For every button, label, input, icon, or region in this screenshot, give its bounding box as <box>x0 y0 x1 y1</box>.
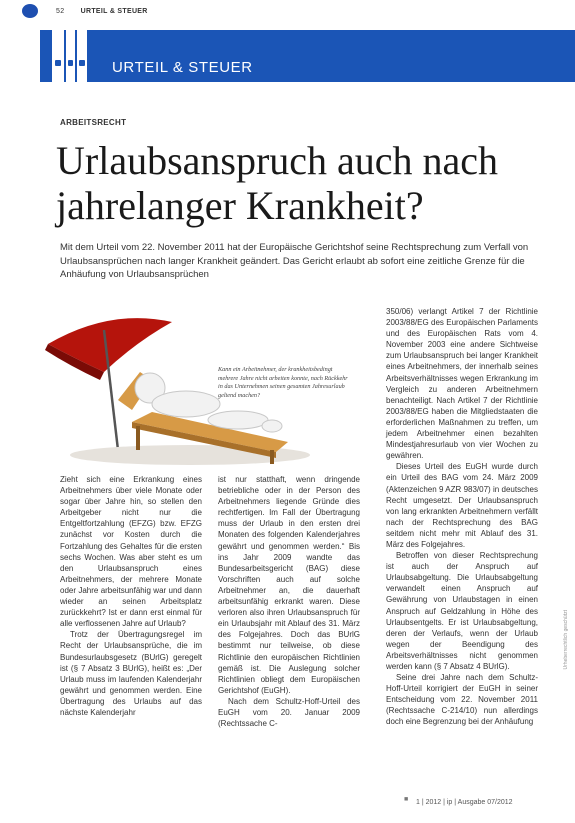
text-column-middle <box>218 474 360 729</box>
paragraph: Seine drei Jahre nach dem Schultz-Hoff-Urteil korrigiert der EuGH in seiner Entscheidung vom 22. November 2011 (Rechtssache C-214/10) nun allerdings doch eine Begrenzung bei der Anhäufung <box>386 673 538 727</box>
article-lead: Mit dem Urteil vom 22. November 2011 hat der Europäische Gerichtshof seine Rechtsprechung zum Verfall von Urlaubsansprüchen nach langer Krankheit geändert. Das Gericht erlaubt ab sofort eine zeitliche Grenze für die Anhäufung von Urlaubsansprüchen <box>60 242 529 280</box>
binders-icon <box>52 30 104 82</box>
page-footer: 1 | 2012 | ip | Ausgabe 07/2012 <box>416 799 513 806</box>
paragraph: Zieht sich eine Erkrankung eines Arbeitnehmers über viele Monate oder sogar über Jahre hin, so stellen den Arbeitgeber nicht nur die Entgeltfortzahlung (EFZG) bzw. EFZG zunächst vor Kosten durch die Fortzahlung des Gehaltes für die ersten sechs Wochen. Was aber steht es um den Urlaubsanspruch eines Arbeitnehmers, der mehrere Monate oder Jahre arbeitsunfähig war und dann wieder an seinen Arbeitsplatz zurückkehrt? Ist er dann erst einmal für alle verflossenen Jahre auf Urlaub? <box>60 475 202 629</box>
paragraph: ist nur statthaft, wenn dringende betriebliche oder in der Person des Arbeitnehmers liegende Gründe dies rechtfertigen. Im Fall der Übertragung muss der Urlaub in den ersten drei Monaten des folgenden Kalenderjahres gewährt und genommen werden.“ Bis ins Jahr 2009 wandte das Bundesarbeitsgericht (BAG) diese Vorschriften auch auf solche Arbeitnehmer an, die dauerhaft arbeitsunfähig erkrankt waren. Diese verloren also ihren Urlaubsanspruch für ein Urlaubsjahr mit Ablauf des 31. März des Folgejahres. Doch das BUrlG bestimmt nur teilweise, ob diese Richtlinie den europäischen Richtlinien gemäß ist. Die Auslegung solcher Richtlinien obliegt dem Europäischen Gerichtshof (EuGH). <box>218 475 360 695</box>
page-marker-dot <box>22 4 38 18</box>
banner-title: URTEIL & STEUER <box>112 59 253 76</box>
paragraph: 350/06) verlangt Artikel 7 der Richtlinie 2003/88/EG des Europäischen Parlaments und des Europäischen Rats vom 4. November 2003 eine andere Sichtweise zum Urlaubsanspruch bei langer Krankheit eines Arbeitnehmers, der innerhalb seines Arbeitsverhältnisses wegen Erkrankung im Vergleich zu anderen Arbeitnehmern benachteiligt. Nach Artikel 7 der Richtlinie 2003/88/EG haben die Mitgliedstaaten die erforderlichen Maßnahmen zu treffen, um jedem Arbeitnehmer einen bezahlten Mindestjahresurlaub von vier Wochen zu gewähren. <box>386 307 538 461</box>
running-head-section: URTEIL & STEUER <box>80 8 148 15</box>
running-head <box>56 8 148 15</box>
paragraph: Dieses Urteil des EuGH wurde durch ein Urteil des BAG vom 24. März 2009 (Aktenzeichen 9 AZR 983/07) in deutsches Recht umgesetzt. Der Urlaubsanspruch von lang erkrankten Arbeitnehmern verfällt nach der Rechtsprechung des BAG seitdem nicht mehr mit Ablauf des 31. März des Folgejahres. <box>386 462 538 549</box>
paragraph: Nach dem Schultz-Hoff-Urteil des EuGH vom 20. Januar 2009 (Rechtssache C- <box>218 696 360 729</box>
article-kicker: ARBEITSRECHT <box>60 118 127 127</box>
article-title: Urlaubsanspruch auch nach jahrelanger Krankheit? <box>56 138 499 228</box>
image-caption: Kann ein Arbeitnehmer, der krankheitsbedingt mehrere Jahre nicht arbeiten konnte, nach Rückkehr in das Unternehmen seinen gesamten Jahresurlaub geltend machen? <box>218 366 348 399</box>
paragraph: Betroffen von dieser Rechtsprechung ist auch der Anspruch auf Urlaubsabgeltung. Die Urlaubsabgeltung verwandelt einen Anspruch auf Gewährung von Urlaubstagen in einen Anspruch auf Geldzahlung in Höhe des Urlaubsentgelts. Er ist Urlaubsabgeltung, deren der Verlaufs, wenn der Urlaub wegen der Beendigung des Arbeitsverhältnisses nicht genommen werden kann (§ 7 Absatz 4 BUrlG). <box>386 551 538 671</box>
side-note: Urheberrechtlich geschützt <box>563 610 569 670</box>
page-number: 52 <box>56 8 65 15</box>
end-mark: ■ <box>404 796 409 803</box>
text-column-left <box>60 474 202 718</box>
paragraph: Trotz der Übertragungsregel im Recht der Urlaubsansprüche, die im Bundesurlaubsgesetz (BUrlG) geregelt ist (§ 7 Absatz 3 BUrlG), heißt es: „Der Urlaub muss im laufenden Kalenderjahr gewährt und genommen werden. Eine Übertragung des Urlaubs auf das nächste Kalenderjahr <box>60 630 202 717</box>
text-column-right <box>386 306 538 728</box>
